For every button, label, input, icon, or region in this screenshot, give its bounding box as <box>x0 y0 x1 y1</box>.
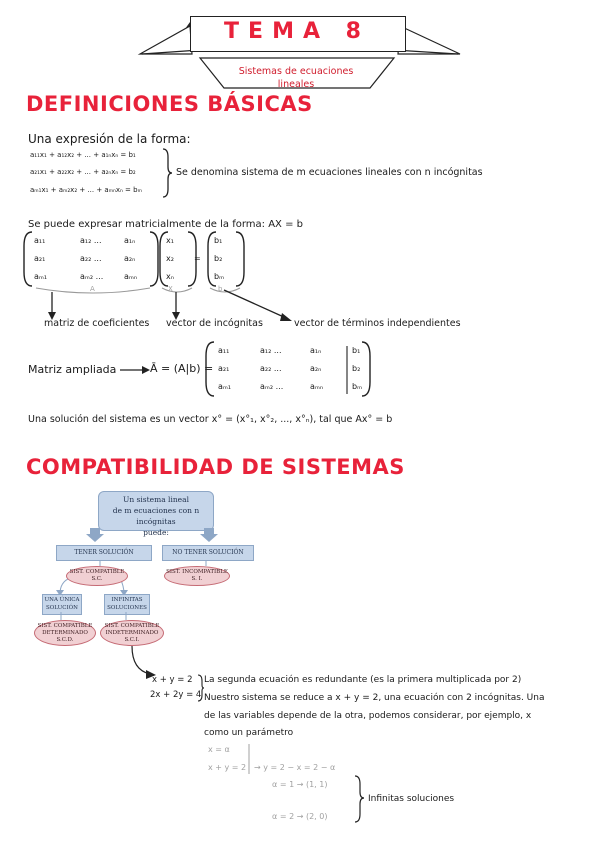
ampliada-r2c4: b₂ <box>352 364 361 373</box>
equation-2: a₂₁x₁ + a₂₂x₂ + ... + a₂ₙxₙ = b₂ <box>30 168 136 176</box>
flow-si-line-2: S. I. <box>191 576 203 582</box>
matrix-a-r2c1: a₂₁ <box>34 254 46 263</box>
matrix-intro: Se puede expresar matricialmente de la forma: AX = b <box>28 219 303 230</box>
work-x-plus-y: x + y = 2 <box>208 763 247 772</box>
flow-tener-solucion: TENER SOLUCIÓN <box>56 545 152 561</box>
intro-text: Una expresión de la forma: <box>28 132 191 146</box>
equation-3: aₘ₁x₁ + aₘ₂x₂ + ... + aₘₙxₙ = bₘ <box>30 186 142 194</box>
ampliada-r2c1: a₂₁ <box>218 364 230 373</box>
example-eq-2: 2x + 2y = 4 <box>150 690 202 700</box>
flow-infinitas-line-2: SOLUCIONES <box>107 605 147 611</box>
flow-top-line-3: puede: <box>143 528 169 537</box>
system-description: Se denomina sistema de m ecuaciones lineales con n incógnitas <box>176 167 483 178</box>
ampliada-r1c2: a₁₂ ... <box>260 346 282 355</box>
ampliada-r3c4: bₘ <box>352 382 363 391</box>
example-line-1: La segunda ecuación es redundante (es la primera multiplicada por 2) <box>204 675 522 685</box>
matrix-b-r3: bₘ <box>214 272 225 281</box>
matrix-x-r1: x₁ <box>166 236 174 245</box>
matrix-b-r1: b₁ <box>214 236 223 245</box>
ampliada-r1c4: b₁ <box>352 346 361 355</box>
work-x-alpha: x = α <box>208 745 230 754</box>
subtitle-line-2: lineales <box>277 79 315 90</box>
section-title-compatibilidad: COMPATIBILIDAD DE SISTEMAS <box>26 455 405 479</box>
ampliada-arrow-icon <box>118 364 152 376</box>
matrix-equals: = <box>194 254 201 263</box>
flow-infinitas-line-1: INFINITAS <box>111 597 143 603</box>
matrix-x-r3: xₙ <box>166 272 174 281</box>
ampliada-r1c1: a₁₁ <box>218 346 230 355</box>
solution-definition: Una solución del sistema es un vector x° = (x°₁, x°₂, ..., x°ₙ), tal que Ax° = b <box>28 414 393 425</box>
brace-label-x: X <box>168 285 173 293</box>
ampliada-r1c3: a₁ₙ <box>310 346 322 355</box>
flow-sci-line-1: SIST. COMPATIBLE <box>104 622 160 629</box>
flow-sist-compatible <box>66 566 128 586</box>
flow-sc-line-1: SIST. COMPATIBLE <box>69 569 125 575</box>
flow-sci <box>100 620 164 646</box>
matrix-a-r3c1: aₘ₁ <box>34 272 48 281</box>
matrix-a-r1c1: a₁₁ <box>34 236 46 245</box>
infinitas-brace-icon <box>352 774 366 824</box>
flow-sist-incompatible <box>164 566 230 586</box>
page-title: TEMA 8 <box>224 19 370 44</box>
ampliada-label: Matriz ampliada <box>28 363 117 376</box>
flow-scd-line-2: DETERMINADO <box>42 629 88 636</box>
flow-sci-line-3: S.C.I. <box>124 636 140 643</box>
matrix-a-r3c2: aₘ₂ ... <box>80 272 104 281</box>
ampliada-r2c2: a₂₂ ... <box>260 364 282 373</box>
section-title-definitions: DEFINICIONES BÁSICAS <box>26 92 313 116</box>
ampliada-r3c3: aₘₙ <box>310 382 324 391</box>
label-independientes: vector de términos independientes <box>294 318 461 329</box>
ampliada-r2c3: a₂ₙ <box>310 364 322 373</box>
flow-top-box <box>98 491 214 537</box>
flow-top-line-2: de m ecuaciones con n incógnitas <box>112 506 200 526</box>
matrix-b-r2: b₂ <box>214 254 223 263</box>
page-subtitle <box>200 65 392 91</box>
flow-scd-line-1: SIST. COMPATIBLE <box>37 622 93 629</box>
work-alpha-2: α = 2 → (2, 0) <box>272 812 328 821</box>
label-incognitas: vector de incógnitas <box>166 318 263 329</box>
flow-scd <box>34 620 96 646</box>
flow-sci-line-2: INDETERMINADO <box>105 629 159 636</box>
flow-down-arrows <box>86 528 246 544</box>
matrix-brackets <box>22 226 282 296</box>
brace-label-a: A <box>90 285 95 293</box>
flow-sc-line-2: S.C. <box>91 576 103 582</box>
work-alpha-1: α = 1 → (1, 1) <box>272 780 328 789</box>
subtitle-line-1: Sistemas de ecuaciones <box>238 66 354 77</box>
matrix-x-r2: x₂ <box>166 254 174 263</box>
flow-unica-line-2: SOLUCIÓN <box>46 605 78 611</box>
equation-1: a₁₁x₁ + a₁₂x₂ + ... + a₁ₙxₙ = b₁ <box>30 151 136 159</box>
work-divider <box>246 742 252 776</box>
brace-label-b: b <box>218 285 223 293</box>
flow-si-line-1: SIST. INCOMPATIBLE <box>166 569 228 575</box>
infinitas-soluciones: Infinitas soluciones <box>368 794 455 804</box>
flow-top-line-1: Un sistema lineal <box>123 495 189 504</box>
example-line-4: como un parámetro <box>204 728 294 738</box>
flow-unica-line-1: UNA ÚNICA <box>44 597 80 603</box>
label-coeficientes: matriz de coeficientes <box>44 318 150 329</box>
matrix-a-r2c3: a₂ₙ <box>124 254 136 263</box>
matrix-a-r1c3: a₁ₙ <box>124 236 136 245</box>
matrix-a-r3c3: aₘₙ <box>124 272 138 281</box>
matrix-a-r2c2: a₂₂ ... <box>80 254 102 263</box>
ampliada-equation: Ā = (A|b) = <box>150 362 214 375</box>
example-eq-1: x + y = 2 <box>152 675 193 685</box>
flow-scd-line-3: S.C.D. <box>56 636 74 643</box>
ampliada-r3c2: aₘ₂ ... <box>260 382 284 391</box>
work-y-expression: → y = 2 − x = 2 − α <box>254 763 336 772</box>
example-line-3: de las variables depende de la otra, podemos considerar, por ejemplo, x <box>204 711 532 721</box>
ampliada-r3c1: aₘ₁ <box>218 382 232 391</box>
system-brace-icon <box>160 147 174 199</box>
example-line-2: Nuestro sistema se reduce a x + y = 2, una ecuación con 2 incógnitas. Una <box>204 693 545 703</box>
matrix-a-r1c2: a₁₂ ... <box>80 236 102 245</box>
flow-no-tener-solucion: NO TENER SOLUCIÓN <box>162 545 254 561</box>
